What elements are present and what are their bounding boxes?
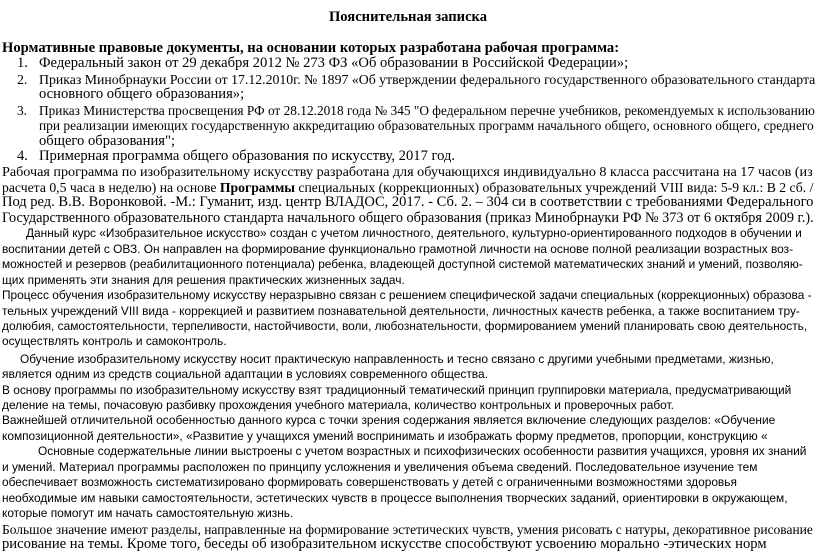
paragraph-line: воспитании детей с ОВЗ. Он направлен на формирование функционально грамотной личности на основе полной реализации возрастных воз- [2, 241, 794, 256]
text-run: расчета 0,5 часа в неделю) на основе [2, 179, 220, 195]
list-number: 3. [17, 102, 28, 118]
list-item-text: Приказ Министерства просвещения РФ от 28.12.2018 года № 345 "О федеральном перечне учебников, рекомендуемых к использованию [39, 102, 815, 118]
paragraph-line: композиционной деятельности», «Развитие у учащихся умений воспринимать и изображать форму предметов, пропорции, конструкцию « [2, 428, 768, 443]
list-item [17, 148, 455, 165]
paragraph-line: деление на темы, почасовую разбивку прохождения учебного материала, количество контрольных и проверочных работ. [2, 398, 674, 412]
paragraph-line: Государственного образовательного стандарта начального общего образования (приказ Минобрнауки РФ № 373 от 6 октября 2009 г.). [2, 209, 814, 226]
paragraph-line: можностей и резервов (реабилитационного потенциала) ребенка, владеющей доступной системой математических знаний и умений, позволяю- [2, 257, 803, 272]
paragraph-line: В основу программы по изобразительному искусству взят традиционный тематический принцип группировки материала, предусматривающий [2, 382, 792, 397]
paragraph-line: Обучение изобразительному искусству носит практическую направленность и тесно связано с другими учебными предметами, жизнью, [20, 351, 774, 366]
paragraph-line: необходимые им навыки самостоятельности, эстетических чувств в процессе выполнения творческих заданий, ориентировки в окружающем, [2, 490, 788, 505]
list-item-text: Приказ Минобрнауки России от 17.12.2010г. № 1897 «Об утверждении федерального государственного образовательного стандарта [39, 71, 816, 87]
list-item-text: Примерная программа общего образования по искусству, 2017 год. [39, 148, 456, 165]
section-heading: Нормативные правовые документы, на основании которых разработана рабочая программа: [2, 39, 620, 56]
paragraph-line: обеспечивает возможность систематизировано формировать совершенствовать у детей с ограниченными возможностями здоровья [2, 475, 737, 490]
paragraph-line: является одним из средств социальной адаптации в условиях современного общества. [2, 367, 488, 382]
paragraph-line: Большое значение имеют разделы, направленные на формирование эстетических чувств, умения рисовать с натуры, декоративное рисование [2, 521, 813, 537]
paragraph-line [2, 179, 813, 196]
paragraph-line: осуществлять контроль и самоконтроль. [2, 334, 227, 349]
paragraph-line: Основные содержательные линии выстроены с учетом возрастных и психофизических особенности развития учащихся, уровня их знаний [38, 444, 807, 459]
paragraph-line: рисование на темы. Кроме того, беседы об изобразительном искусстве способствуют усвоению морально -этических норм [2, 536, 767, 552]
list-item-continuation: при реализации имеющих государственную аккредитацию образовательных программ начального общего, основного общего, среднего [39, 118, 814, 134]
paragraph-line: Процесс обучения изобразительному искусству неразрывно связан с решением специфической задачи специальных (коррекционных) образова - [2, 288, 812, 303]
list-item-continuation: общего образования"; [39, 132, 175, 149]
paragraph-line: Рабочая программа по изобразительному искусству разработана для обучающихся индивидуально 8 класса рассчитана на 17 часов (из [2, 163, 813, 180]
list-number: 1. [17, 55, 28, 72]
list-item [17, 102, 815, 119]
paragraph-line: Важнейшей отличительной особенностью данного курса с точки зрения содержания является включение следующих разделов: «Обучение [2, 413, 776, 428]
paragraph-line: которые помогут им начать самостоятельную жизнь. [2, 506, 294, 521]
paragraph-line: Данный курс «Изобразительное искусство» создан с учетом личностного, деятельного, культурно-ориентированного подходов в обучении и [26, 226, 802, 241]
text-run: специальных (коррекционных) образовательных учреждений VIII вида: 5-9 кл.: В 2 сб. / [294, 179, 814, 195]
list-number: 2. [17, 71, 28, 87]
list-item-continuation: основного общего образования»; [39, 86, 245, 103]
paragraph-line: и умений. Материал программы расположен по принципу усложнения и увеличения объема сведений. Последовательное изучение тем [2, 459, 758, 474]
list-item-text: Федеральный закон от 29 декабря 2012 № 273 ФЗ «Об образовании в Российской Федерации»; [39, 55, 629, 72]
document-title: Пояснительная записка [328, 9, 488, 26]
list-item [17, 71, 815, 88]
bold-text-run: Программы [219, 179, 295, 195]
paragraph-line: долюбия, самостоятельности, терпеливости, настойчивости, воли, любознательности, формированием умений планировать свою деятельность, [2, 318, 808, 333]
paragraph-line: Под ред. В.В. Воронковой. -М.: Гуманит, изд. центр ВЛАДОС, 2017. - Сб. 2. – 304 си в соответствии с требованиями Федерального [2, 194, 814, 211]
list-number: 4. [17, 148, 28, 165]
paragraph-line: щих применять эти знания для решения практических жизненных задач. [2, 272, 405, 287]
paragraph-line: тельных учреждений VIII вида - коррекцией и развитием познавательной деятельности, личностных качеств ребенка, а также воспитанием тру- [2, 303, 800, 318]
list-item [17, 55, 628, 72]
